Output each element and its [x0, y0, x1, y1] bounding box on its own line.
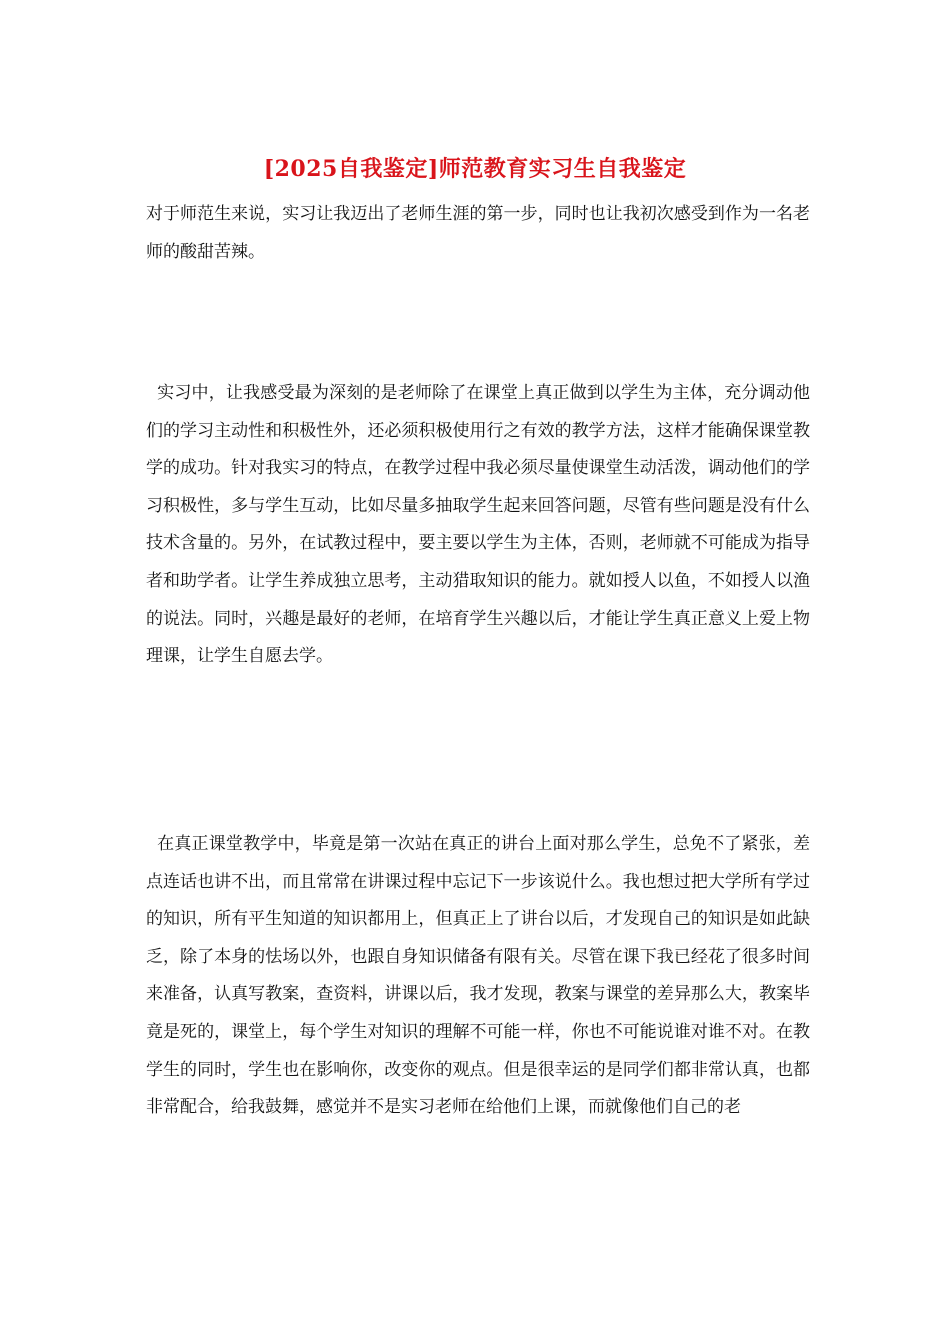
paragraph-intro: 对于师范生来说，实习让我迈出了老师生涯的第一步，同时也让我初次感受到作为一名老师的酸甜苦辣。 [146, 204, 810, 262]
paragraph-classroom-teaching: 在真正课堂教学中，毕竟是第一次站在真正的讲台上面对那么学生，总免不了紧张，差点连话也讲不出，而且常常在讲课过程中忘记下一步该说什么。我也想过把大学所有学过的知识，所有平生知道的知识都用上，但真正上了讲台以后，才发现自己的知识是如此缺乏，除了本身的怯场以外，也跟自身知识储备有限有关。尽管在课下我已经花了很多时间来准备，认真写教案，查资料，讲课以后，我才发现，教案与课堂的差异那么大，教案毕竟是死的，课堂上，每个学生对知识的理解不可能一样，你也不可能说谁对谁不对。在教学生的同时，学生也在影响你，改变你的观点。但是很幸运的是同学们都非常认真，也都非常配合，给我鼓舞，感觉并不是实习老师在给他们上课，而就像他们自己的老 [146, 834, 810, 1118]
paragraph-internship-experience: 实习中，让我感受最为深刻的是老师除了在课堂上真正做到以学生为主体，充分调动他们的学习主动性和积极性外，还必须积极使用行之有效的教学方法，这样才能确保课堂教学的成功。针对我实习的特点，在教学过程中我必须尽量使课堂生动活泼，调动他们的学习积极性，多与学生互动，比如尽量多抽取学生起来回答问题，尽管有些问题是没有什么技术含量的。另外，在试教过程中，要主要以学生为主体，否则，老师就不可能成为指导者和助学者。让学生养成独立思考，主动猎取知识的能力。就如授人以鱼，不如授人以渔的说法。同时，兴趣是最好的老师，在培育学生兴趣以后，才能让学生真正意义上爱上物理课，让学生自愿去学。 [146, 383, 810, 667]
document-title: [2025自我鉴定]师范教育实习生自我鉴定 [263, 156, 687, 182]
